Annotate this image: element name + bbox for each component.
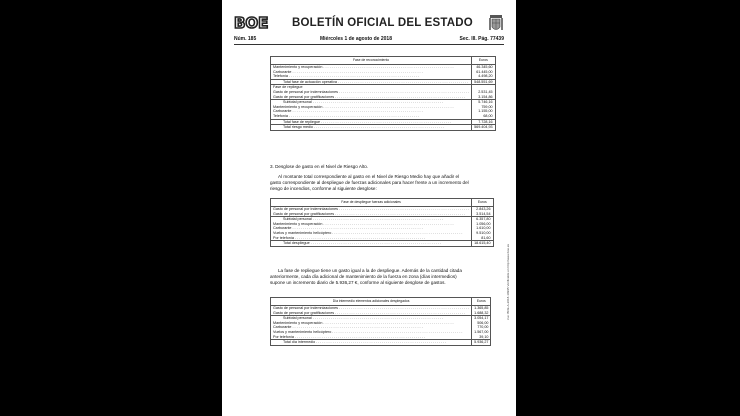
masthead — [234, 14, 504, 36]
row-value: 506,00 — [472, 321, 491, 326]
row-label: Gasto de personal por gratificaciones . . . — [271, 212, 472, 217]
row-label: Fase de repliegue — [271, 85, 472, 90]
table-header-row — [271, 57, 496, 65]
row-label: Telefonía . . . — [271, 74, 472, 79]
table-header-unit: Euros — [472, 298, 491, 306]
row-value: 1.365,85 — [472, 306, 491, 311]
row-label: Gasto de personal por indemnizaciones . . . — [271, 306, 472, 311]
row-value: 1.610,00 — [472, 226, 493, 231]
row-label: Total fase de repliegue . . . — [271, 119, 472, 125]
row-label: Subtotal personal . . . — [271, 316, 472, 321]
row-label: Total riesgo medio . . . — [271, 125, 472, 131]
table-header-row — [271, 298, 491, 306]
issue-section-page: Sec. III. Pág. 77439 — [459, 36, 504, 42]
row-value: 39,10 — [472, 335, 491, 340]
row-label: Vuelos y mantenimiento helicóptero . . . — [271, 231, 472, 236]
row-value: 1.056,00 — [472, 222, 493, 227]
table-row — [271, 330, 491, 335]
row-label: Vuelos y mantenimiento helicóptero . . . — [271, 330, 472, 335]
issue-number: Núm. 185 — [234, 36, 257, 42]
row-value: 1.688,32 — [472, 311, 491, 316]
table-header-row — [271, 199, 494, 207]
row-label: Gasto de personal por gratificaciones . . . — [271, 311, 472, 316]
row-label: Total fase de actuación operativa . . . — [271, 79, 472, 85]
table-row — [271, 241, 494, 247]
row-label: Mantenimiento y recuperación . . . — [271, 222, 472, 227]
table-row — [271, 306, 491, 311]
row-value: 18.615,40 — [472, 241, 493, 247]
row-value: 2.843,26 — [472, 207, 493, 212]
table-row — [271, 212, 494, 217]
table-row — [271, 231, 494, 236]
row-label: Carburante . . . — [271, 226, 472, 231]
row-label: Carburante . . . — [271, 325, 472, 330]
row-label: Gasto de personal por indemnizaciones . . . — [271, 90, 472, 95]
row-value: 770,00 — [472, 325, 491, 330]
row-label: Por telefonía . . . — [271, 236, 472, 241]
section-heading: 3. Desglose de gasto en el Nivel de Riesgo Alto. — [270, 164, 369, 169]
row-label: Mantenimiento y recuperación . . . — [271, 105, 472, 110]
row-value: 9.510,00 — [472, 231, 493, 236]
row-value: 569.404,93 — [472, 125, 495, 131]
table-header-label: Fase de despliegue fuerzas adicionales — [271, 199, 472, 207]
row-value: 4.498,20 — [472, 74, 495, 79]
table-row — [271, 340, 491, 346]
row-value: 68,00 — [472, 114, 495, 119]
row-value: 81,60 — [472, 236, 493, 241]
table-intermediate-day — [270, 297, 491, 346]
row-label: Mantenimiento y recuperación . . . — [271, 321, 472, 326]
row-label: Carburante . . . — [271, 109, 472, 114]
table-header-label: Fase de reconocimiento — [271, 57, 472, 65]
table-row — [271, 207, 494, 212]
table-row — [271, 79, 496, 85]
row-value: 2.531,45 — [472, 90, 495, 95]
row-value: 3.514,54 — [472, 212, 493, 217]
table-header-unit: Euros — [472, 57, 495, 65]
row-value: 548.551,69 — [472, 79, 495, 85]
row-value: 1.567,00 — [472, 330, 491, 335]
row-label: Total despliegue . . . — [271, 241, 472, 247]
row-value: 5.936,27 — [472, 340, 491, 346]
row-label: Gasto de personal por gratificaciones . . . — [271, 95, 472, 100]
verification-side-text: cve: BOE-A-2018-10995 Verificable en http://www.boe.es — [506, 243, 510, 320]
issue-date: Miércoles 1 de agosto de 2018 — [320, 36, 392, 42]
row-label: Gasto de personal por indemnizaciones . . . — [271, 207, 472, 212]
row-value: 3.154,86 — [472, 95, 495, 100]
row-label: Telefonía . . . — [271, 114, 472, 119]
row-value: 3.054,17 — [472, 316, 491, 321]
table-row — [271, 311, 491, 316]
coat-of-arms-icon — [488, 14, 504, 34]
boe-logo: BOE — [234, 14, 269, 32]
row-value: 61.445,00 — [472, 70, 495, 75]
table-recognition-phase — [270, 56, 496, 131]
row-value: 759,00 — [472, 105, 495, 110]
row-label: Mantenimiento y recuperación . . . — [271, 65, 472, 70]
row-value: 7.728,16 — [472, 119, 495, 125]
table-row — [271, 95, 496, 100]
page-title: BOLETÍN OFICIAL DEL ESTADO — [292, 17, 473, 29]
row-label: Subtotal personal . . . — [271, 100, 472, 105]
issue-meta-bar — [234, 36, 504, 45]
row-label: Carburante . . . — [271, 70, 472, 75]
document-page — [222, 0, 516, 416]
row-value: 6.357,80 — [472, 217, 493, 222]
table-header-label: Día intermedio elementos adicionales desplegados — [271, 298, 472, 306]
table-header-unit: Euros — [472, 199, 493, 207]
paragraph-withdrawal: La fase de repliegue tiene un gasto igual a la de despliegue. Además de la cantidad citada anteriormente, cada día adicional de mantenimiento de la fuerza en zona (días intermedios) supone un incremento diario de 5.936,27 €, conforme al siguiente desglose de gastos. — [270, 268, 462, 285]
row-value: 46.345,60 — [472, 65, 495, 70]
table-deployment-phase — [270, 198, 494, 247]
row-label: Subtotal personal . . . — [271, 217, 472, 222]
row-label: Total día intermedio . . . — [271, 340, 472, 346]
row-value: 5.746,16 — [472, 100, 495, 105]
section-paragraph: Al montante total correspondiente al gasto en el Nivel de Riesgo Medio hay que añadir el gasto correspondiente al despliegue de fuerzas adicionales para hacer frente a un incremento del riesgo de incendios, conforme al siguiente desglose: — [270, 174, 469, 191]
row-value: 1.155,00 — [472, 109, 495, 114]
row-label: Por telefonía . . . — [271, 335, 472, 340]
table-row — [271, 90, 496, 95]
table-row — [271, 125, 496, 131]
